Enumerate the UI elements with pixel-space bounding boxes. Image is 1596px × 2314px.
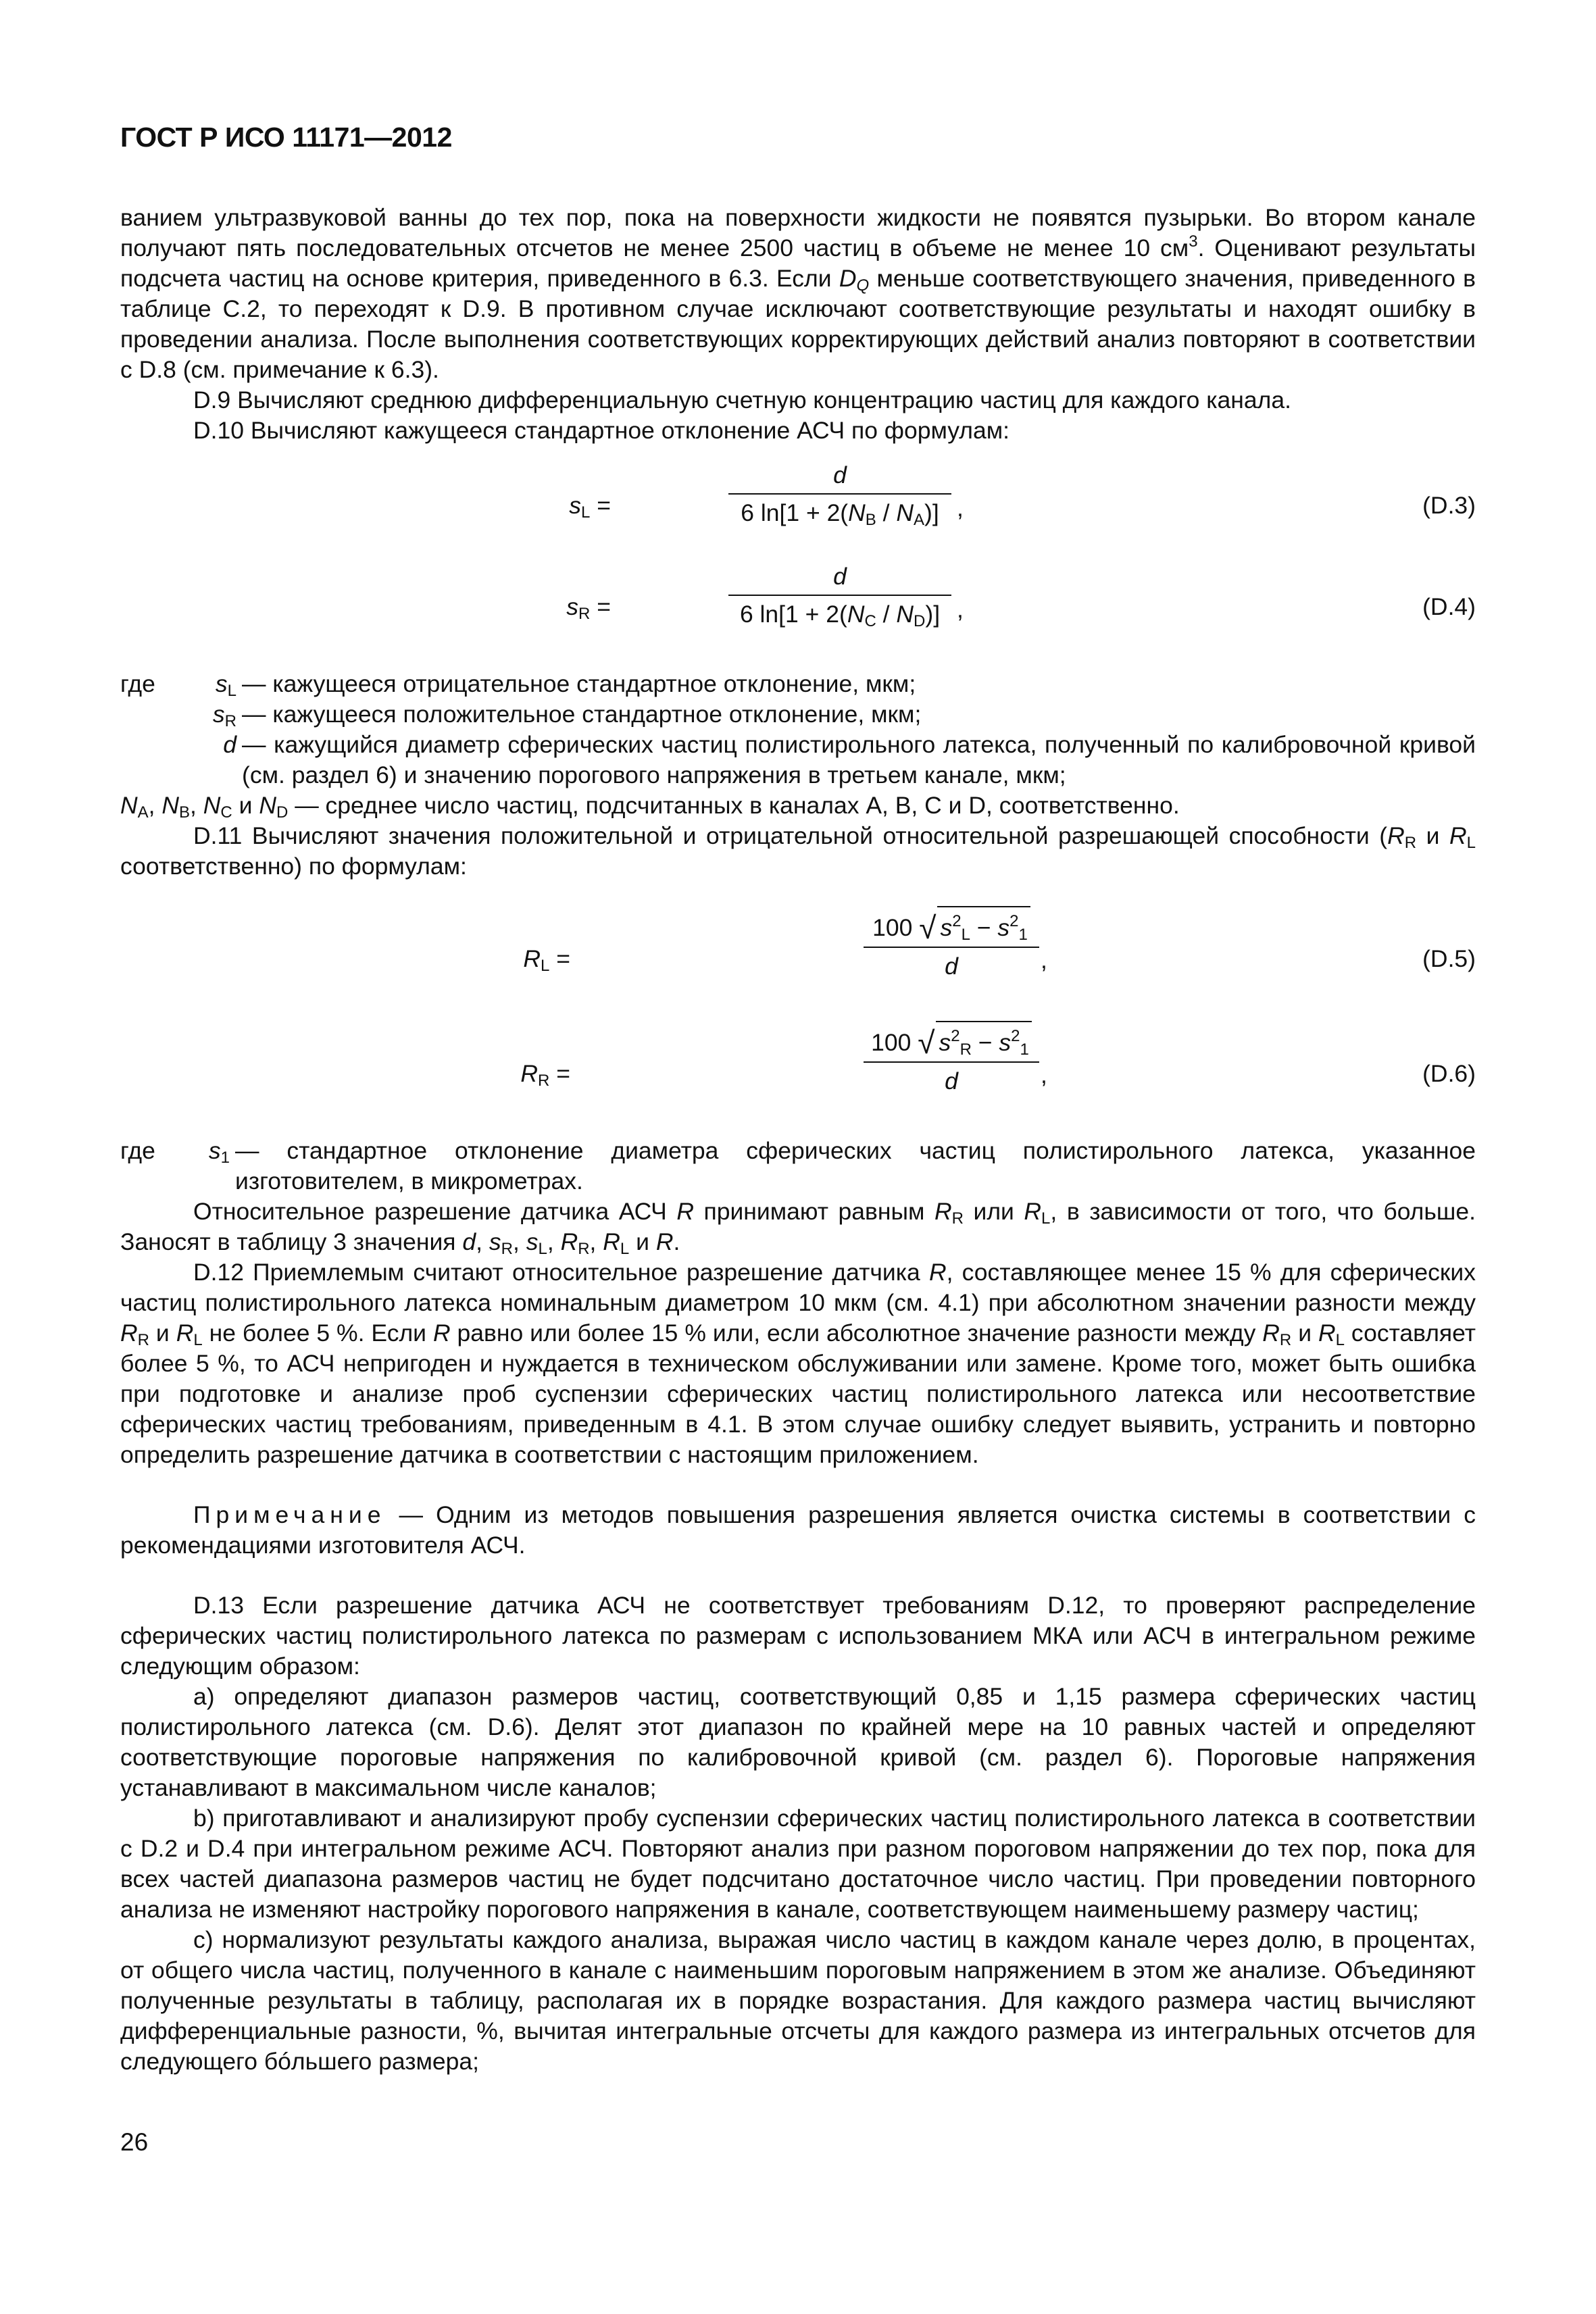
definitions-list-1 (120, 669, 1476, 821)
document-header: ГОСТ Р ИСО 11171—2012 (120, 122, 452, 153)
paragraph-d8-continuation: ванием ультразвуковой ванны до тех пор, пока на поверхности жидкости не появятся пузырьки. Во втором канале получают пять последовательных отсчетов не менее 2500 частиц в объеме не менее 10 $см^3$. Оценивают результаты подсчета частиц на основе критерия, приведенного в 6.3. Если $D_Q$ меньше соответствующего значения, приведенного в таблице С.2, то переходят к D.9. В противном случае исключают соответствующие результаты и находят ошибку в проведении анализа. После выполнения соответствующих корректирующих действий анализ повторяют в соответствии с D.8 (см. примечание к 6.3). (120, 204, 1476, 383)
list-item-a: а) определяют диапазон размеров частиц, соответствующий 0,85 и 1,15 размера сферических частиц полистирольного латекса (см. D.6). Делят этот диапазон по крайней мере на 10 равных частей и определяют соответствующие пороговые напряжения по калибровочной кривой (см. раздел 6). Пороговые напряжения устанавливают в максимальном числе каналов; (120, 1683, 1476, 1801)
definition-d: d — кажущийся диаметр сферических частиц полистирольного латекса, полученный по калибровочной кривой (см. раздел 6) и значению порогового напряжения в третьем канале, мкм; (223, 731, 1476, 788)
formula-d6: $R_R$ = 100 √ $s^2_R - s^2_1$ d , (D.6) (120, 1021, 1476, 1136)
formula-d4: $s_R$ = d 6 $\ln[1 + 2(N_C / N_D)]$ , (D.4) (566, 563, 1476, 630)
formula-d5: $R_L$ = 100 √ $s^2_L - s^2_1$ d , (D.5) (120, 906, 1476, 1021)
list-item-c: c) нормализуют результаты каждого анализа, выражая число частиц в каждом канале через долю, в процентах, от общего числа частиц, полученного в канале с наименьшим пороговым напряжением в этом же анализе. Объединяют полученные результаты в таблицу, располагая их в порядке возрастания. Для каждого размера частиц вычисляют дифференциальные разности, %, вычитая интегральные отсчеты для каждого размера из интегральных отсчетов для следующего бóльшего размера; (120, 1926, 1476, 2075)
equation-number: (D.3) (1422, 492, 1476, 519)
list-item-b: b) приготавливают и анализируют пробу суспензии сферических частиц полистирольного латекса в соответствии с D.2 и D.4 при интегральном режиме АСЧ. Повторяют анализ при разном пороговом напряжении до тех пор, пока для всех частей диапазона размеров частиц не будет подсчитано достаточное число частиц. При проведении повторного анализа не изменяют настройку порогового напряжения в канале, соответствующем наименьшему размеру частиц; (120, 1805, 1476, 1923)
note-label: Примечание (193, 1501, 386, 1528)
paragraph-d10: D.10 Вычисляют кажущееся стандартное отклонение АСЧ по формулам: (193, 417, 1010, 444)
paragraph-d11: D.11 Вычисляют значения положительной и отрицательной относительной разрешающей способности ($R_R$ и $R_L$ соответственно) по формулам: (120, 822, 1476, 880)
paragraph-d13: D.13 Если разрешение датчика АСЧ не соответствует требованиям D.12, то проверяют распределение сферических частиц полистирольного латекса по размерам с использованием МКА или АСЧ в интегральном режиме следующим образом: (120, 1592, 1476, 1680)
paragraph-d9: D.9 Вычисляют среднюю дифференциальную счетную концентрацию частиц для каждого канала. (193, 386, 1291, 413)
definition-sR: $s_R$ — кажущееся положительное стандартное отклонение, мкм; (212, 701, 922, 730)
definition-N: $N_A$, $N_B$, $N_C$ и $N_D$ — среднее число частиц, подсчитанных в каналах А, В, С и D, соответственно. (120, 792, 1180, 822)
definitions-list-2 (120, 1136, 1476, 1197)
equation-number: (D.6) (1422, 1060, 1476, 1087)
formula-d3: $s_L$ = d 6 $\ln[1 + 2(N_B / N_A)]$ , (D.3) (569, 461, 1476, 529)
paragraph-resolution: Относительное разрешение датчика АСЧ R принимают равным $R_R$ или $R_L$, в зависимости от того, что больше. Заносят в таблицу 3 значения d, $s_R$, $s_L$, $R_R$, $R_L$ и R. (120, 1198, 1476, 1258)
paragraph-d12: D.12 Приемлемым считают относительное разрешение датчика R, составляющее менее 15 % для сферических частиц полистирольного латекса номинальным диаметром 10 мкм (см. 4.1) при абсолютном значении разности между $R_R$ и $R_L$ не более 5 %. Если R равно или более 15 % или, если абсолютное значение разности между $R_R$ и $R_L$ составляет более 5 %, то АСЧ непригоден и нуждается в техническом обслуживании или замене. Кроме того, может быть ошибка при подготовке и анализе проб суспензии сферических частиц полистирольного латекса или несоответствие сферических частиц требованиям, приведенным в 4.1. В этом случае ошибку следует выявить, устранить и повторно определить разрешение датчика в соответствии с настоящим приложением. (120, 1259, 1476, 1468)
page-number: 26 (120, 2128, 149, 2156)
equation-number: (D.4) (1422, 593, 1476, 620)
main-text-column (120, 203, 1476, 2077)
note-paragraph: Примечание — Одним из методов повышения разрешения является очистка системы в соответствии с рекомендациями изготовителя АСЧ. (120, 1501, 1476, 1559)
equation-number: (D.5) (1422, 945, 1476, 972)
definition-sL: где $s_L$ — кажущееся отрицательное стандартное отклонение, мкм; (120, 670, 916, 700)
definition-s1: где $s_1$ — стандартное отклонение диаметра сферических частиц полистирольного латекса, указанное изготовителем, в микрометрах. (120, 1137, 1476, 1194)
